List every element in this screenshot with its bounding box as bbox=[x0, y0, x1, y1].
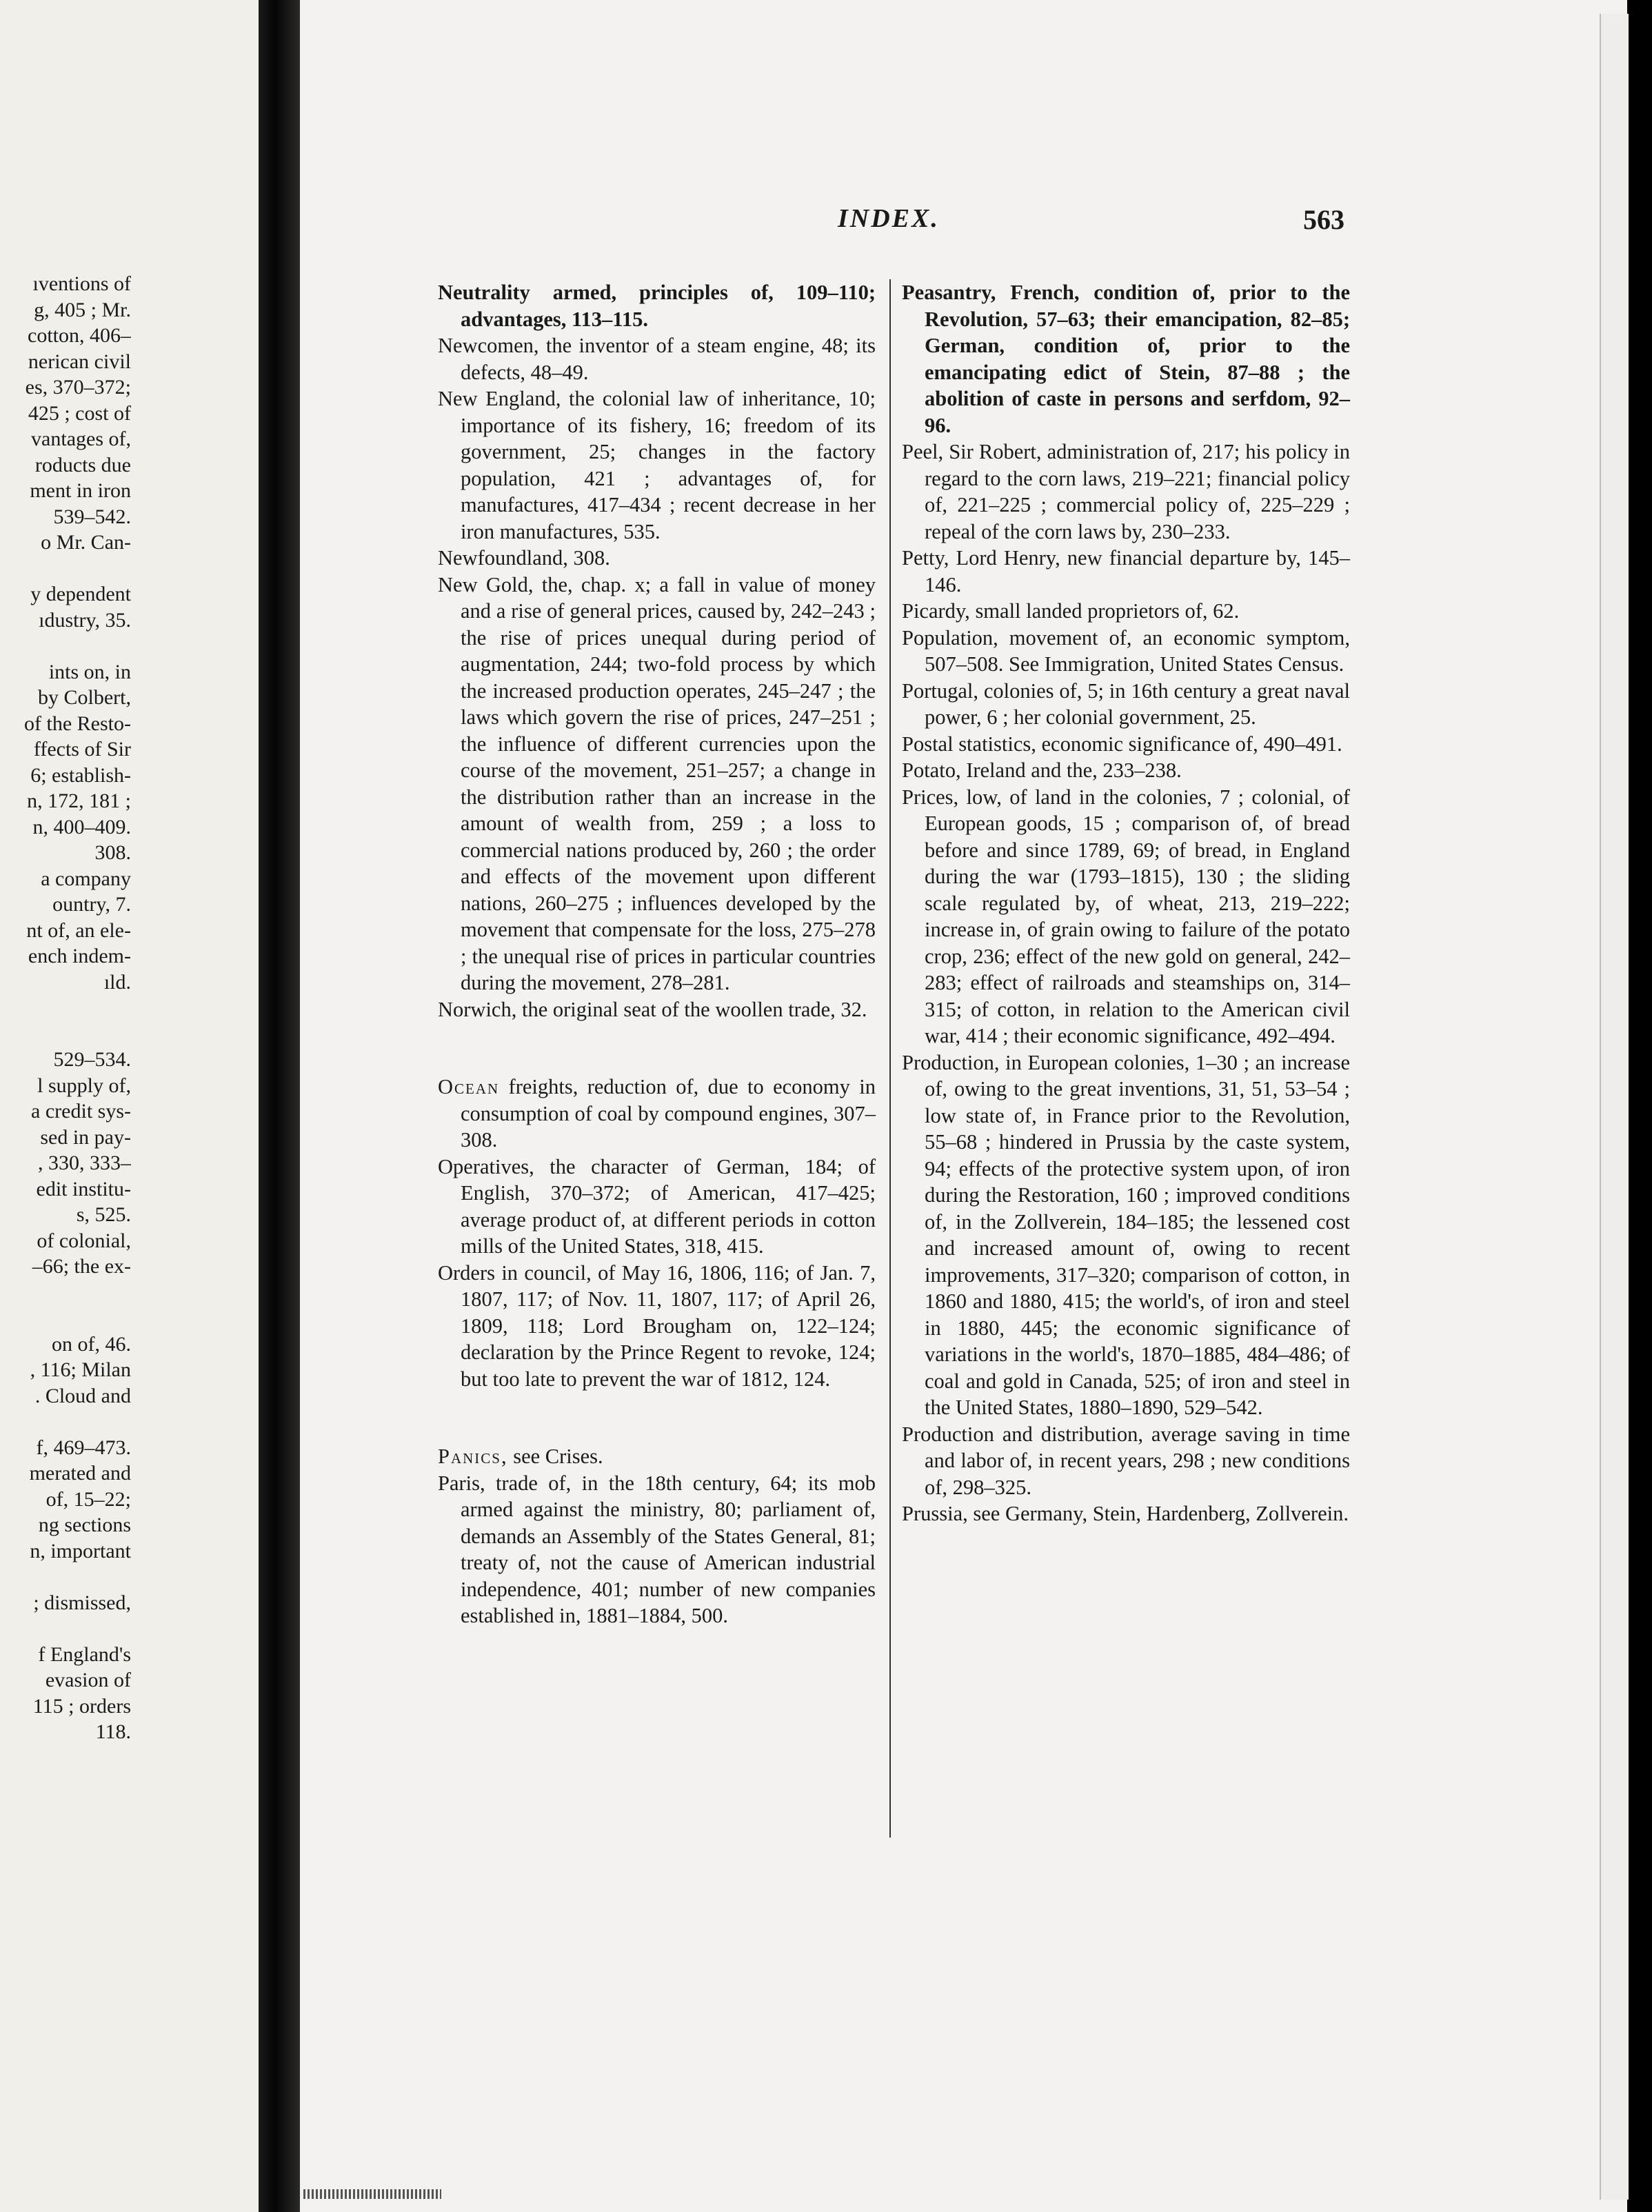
facing-page-line: 539–542. bbox=[53, 505, 131, 528]
index-entry bbox=[438, 1470, 876, 1629]
facing-page-line: ints on, in bbox=[48, 660, 131, 683]
facing-page-line bbox=[0, 995, 131, 1021]
index-entry bbox=[438, 1443, 876, 1470]
facing-page-line: n, 400–409. bbox=[32, 815, 131, 838]
facing-page-line bbox=[0, 1280, 131, 1306]
facing-page-line bbox=[0, 1564, 131, 1590]
scan-edge-mark bbox=[303, 2189, 441, 2199]
index-entry bbox=[902, 784, 1350, 1049]
facing-page-line: evasion of bbox=[45, 1669, 131, 1691]
index-entry-text: small landed proprietors of, 62. bbox=[969, 599, 1240, 623]
index-entry-text: economic significance of, 490–491. bbox=[1036, 732, 1342, 756]
index-entry-text: the, chap. x; a fall in value of money and a rise of general prices, caused by, 242–243 ; the rise of prices unequal during period of augmentation, 244; two-fold process by which the increased production operates, 245–247 ; the laws which govern the rise of prices, 247–251 ; the influence of different currencies upon the course of the movement, 251–257; a change in the distribution rather than an increase in the amount of wealth from, 259 ; a loss to commercial nations produced by, 260 ; the order and effects of the movement upon different nations, 260–275 ; influences developed by the movement that compensate for the loss, 275–278 ; the unequal rise of prices in particular countries during the movement, 278–281. bbox=[461, 572, 876, 994]
index-entry bbox=[902, 1049, 1350, 1421]
index-headword: Portugal, bbox=[902, 678, 978, 703]
facing-page-line: l supply of, bbox=[37, 1074, 131, 1097]
index-entry bbox=[902, 545, 1350, 598]
letter-gap bbox=[438, 1023, 876, 1074]
facing-page-line: of the Resto- bbox=[24, 712, 131, 735]
facing-page-line: 308. bbox=[94, 841, 131, 864]
facing-page-line: edit institu- bbox=[36, 1177, 131, 1200]
index-entry bbox=[902, 757, 1350, 784]
facing-page-line: y dependent bbox=[30, 583, 131, 605]
index-entry-text: trade of, in the 18th century, 64; its mob armed against the ministry, 80; parliament of, demands an Assembly of the States General, 81; treaty of, not the cause of American industrial independence, 401; number of new companies established in, 1881–1884, 500. bbox=[461, 1471, 876, 1627]
index-headword: Peel, Sir Robert, bbox=[902, 440, 1042, 463]
facing-page-line bbox=[0, 1305, 131, 1331]
facing-page-line: a company bbox=[41, 867, 131, 890]
index-headword: Norwich, bbox=[438, 997, 517, 1021]
index-headword: Operatives, bbox=[438, 1154, 534, 1178]
index-entry-text: freights, reduction of, due to economy in consumption of coal by compound engines, 307–308. bbox=[461, 1075, 876, 1152]
facing-page-line: s, 525. bbox=[76, 1203, 131, 1226]
index-entry-text: Ireland and the, 233–238. bbox=[960, 758, 1182, 782]
page-number: 563 bbox=[1303, 204, 1344, 235]
index-entry-text: the character of German, 184; of English, 370–372; of American, 417–425; average product of, at different periods in cotton mills of the United States, 318, 415. bbox=[461, 1154, 876, 1258]
index-entry bbox=[438, 1260, 876, 1393]
facing-page-line: 529–534. bbox=[53, 1048, 131, 1071]
index-entry-text: the original seat of the woollen trade, 32. bbox=[516, 997, 867, 1021]
letter-gap bbox=[438, 1392, 876, 1443]
index-entry bbox=[438, 572, 876, 996]
facing-page-line: 118. bbox=[95, 1720, 131, 1743]
index-entry-text: new financial departure by, 145–146. bbox=[925, 546, 1350, 596]
index-headword: Paris, bbox=[438, 1471, 485, 1495]
index-headword: Production, bbox=[902, 1050, 1000, 1074]
facing-page-line: ıdustry, 35. bbox=[39, 608, 131, 632]
index-headword: Population, bbox=[902, 625, 998, 650]
facing-page-line bbox=[0, 556, 131, 582]
index-entry bbox=[438, 332, 876, 385]
index-entry-text: average saving in time and labor of, in recent years, 298 ; new conditions of, 298–325. bbox=[925, 1422, 1350, 1499]
index-headword: Prussia, bbox=[902, 1502, 968, 1525]
facing-page-line: of colonial, bbox=[37, 1229, 131, 1252]
index-entry bbox=[438, 545, 876, 572]
facing-page-line: , 116; Milan bbox=[30, 1358, 131, 1381]
facing-page-line: g, 405 ; Mr. bbox=[34, 298, 131, 321]
index-headword: Peasantry, French, bbox=[902, 281, 1080, 304]
facing-page-line: nt of, an ele- bbox=[26, 918, 131, 942]
index-entry bbox=[902, 625, 1350, 678]
running-head: INDEX. bbox=[838, 204, 940, 233]
facing-page-line: ıventions of bbox=[32, 272, 131, 295]
facing-page-line: 6; establish- bbox=[30, 763, 131, 787]
index-entry-text: movement of, an economic symptom, 507–508. See Immigration, United States Census. bbox=[925, 625, 1350, 676]
index-entry bbox=[902, 439, 1350, 545]
index-headword: Newcomen, bbox=[438, 334, 539, 357]
index-headword: Ocean bbox=[438, 1075, 500, 1098]
index-entry bbox=[902, 1500, 1350, 1527]
index-entry bbox=[438, 1154, 876, 1260]
facing-page-line bbox=[0, 1616, 131, 1642]
facing-page-line: merated and bbox=[29, 1462, 131, 1485]
index-headword: Postal statistics, bbox=[902, 732, 1036, 756]
facing-page-line: ffects of Sir bbox=[33, 738, 131, 761]
index-headword: Picardy, bbox=[902, 599, 970, 623]
facing-page-line: ment in iron bbox=[30, 479, 131, 502]
facing-page-line: f England's bbox=[38, 1642, 131, 1666]
index-entry-text: in European colonies, 1–30 ; an increase of, owing to the great inventions, 31, 51, 53–54 ; low state of, in France prior to the Revolution, 55–68 ; hindered in Prussia by the caste system, 94; effects of the protective system upon, of iron during the Restoration, 160 ; improved conditions of, in the Zollverein, 184–185; the lessened cost and increased amount of, owing to recent improvements, 317–320; comparison of cotton, in 1860 and 1880, 415; the world's, of iron and steel in 1880, 445; the economic significance of variations in the world's, 1870–1885, 484–486; of coal and gold in Canada, 525; of iron and steel in the United States, 1880–1890, 529–542. bbox=[925, 1050, 1350, 1419]
index-entry-text: the colonial law of inheritance, 10; importance of its fishery, 16; freedom of its government, 25; changes in the factory population, 421 ; advantages of, for manufactures, 417–434 ; recent decrease in her iron manufactures, 535. bbox=[461, 387, 876, 543]
facing-page-line: ; dismissed, bbox=[33, 1591, 131, 1614]
index-headword: New England, bbox=[438, 387, 561, 410]
facing-page-line: ench indem- bbox=[28, 945, 131, 967]
index-entry bbox=[438, 385, 876, 545]
index-entry-text: see Crises. bbox=[507, 1445, 603, 1468]
facing-page-line: ıld. bbox=[103, 970, 131, 994]
index-entry bbox=[438, 996, 876, 1023]
facing-page-line bbox=[0, 1409, 131, 1435]
index-entry-text: administration of, 217; his policy in regard to the corn laws, 219–221; financial policy of, 221–225 ; commercial policy of, 225–229 ; repeal of the corn laws by, 230–233. bbox=[925, 440, 1350, 543]
index-headword: Prices, bbox=[902, 785, 959, 809]
index-headword: Production and distribution, bbox=[902, 1422, 1143, 1446]
facing-page-line: cotton, 406– bbox=[28, 324, 131, 347]
index-headword: Panics, bbox=[438, 1445, 508, 1468]
index-headword: Newfoundland, bbox=[438, 546, 568, 570]
index-entry-text: in council, of May 16, 1806, 116; of Jan. 7, 1807, 117; of Nov. 11, 1807, 117; of April 26, 1809, 118; Lord Brougham on, 122–124; declaration by the Prince Regent to revoke, 124; but too late to prevent the war of 1812, 124. bbox=[461, 1260, 876, 1391]
facing-page-line: 115 ; orders bbox=[32, 1694, 131, 1718]
facing-page-line: of, 15–22; bbox=[46, 1487, 131, 1511]
index-entry-text: low, of land in the colonies, 7 ; colonial, of European goods, 15 ; comparison of, of bread before and since 1789, 69; of bread, in England during the war (1793–1815), 130 ; the sliding scale regulated by, of wheat, 213, 219–222; increase in, of grain owing to failure of the potato crop, 236; effect of the new gold on general, 242–283; effect of railroads and steamships on, 314–315; of cotton, in relation to the American civil war, 414 ; their economic significance, 492–494. bbox=[925, 785, 1350, 1047]
index-entry-text: 308. bbox=[567, 546, 610, 570]
index-column-left bbox=[438, 279, 876, 1629]
index-headword: Potato, bbox=[902, 758, 961, 782]
facing-page-line: by Colbert, bbox=[38, 686, 131, 709]
facing-page-line: n, 172, 181 ; bbox=[27, 790, 131, 812]
page-edge bbox=[1600, 14, 1629, 2200]
facing-page-line: , 330, 333– bbox=[38, 1152, 131, 1174]
facing-page-line: –66; the ex- bbox=[32, 1255, 131, 1278]
facing-page-line: ng sections bbox=[38, 1514, 131, 1536]
index-entry bbox=[902, 1421, 1350, 1501]
facing-page-line: f, 469–473. bbox=[36, 1436, 131, 1459]
book-gutter bbox=[259, 0, 300, 2212]
index-entry bbox=[438, 1074, 876, 1154]
index-headword: Petty, Lord Henry, bbox=[902, 546, 1060, 570]
index-entry bbox=[902, 279, 1350, 439]
facing-page-line bbox=[0, 633, 131, 659]
index-headword: Neutrality armed, bbox=[438, 281, 617, 304]
index-entry bbox=[902, 678, 1350, 731]
facing-page-line: vantages of, bbox=[31, 428, 131, 450]
facing-page-line: . Cloud and bbox=[34, 1384, 131, 1407]
facing-page-line: roducts due bbox=[34, 453, 131, 476]
facing-page-line bbox=[0, 1021, 131, 1047]
index-entry bbox=[902, 731, 1350, 758]
index-headword: New Gold, bbox=[438, 572, 534, 596]
facing-page-line: ountry, 7. bbox=[52, 893, 131, 916]
facing-page-line: sed in pay- bbox=[40, 1125, 131, 1149]
facing-page-fragments bbox=[0, 271, 131, 1745]
index-entry bbox=[438, 279, 876, 332]
facing-page-line: es, 370–372; bbox=[25, 376, 131, 399]
index-entry-text: see Germany, Stein, Hardenberg, Zollverein. bbox=[967, 1502, 1349, 1525]
index-column-right bbox=[902, 279, 1350, 1527]
facing-page-line: o Mr. Can- bbox=[41, 531, 131, 554]
index-entry-text: condition of, prior to the Revolution, 57–63; their emancipation, 82–85; German, condition of, prior to the emancipating edict of Stein, 87–88 ; the abolition of caste in persons and serfdom, 92–96. bbox=[925, 281, 1350, 437]
facing-page-line: n, important bbox=[30, 1539, 131, 1562]
index-entry bbox=[902, 598, 1350, 625]
index-entry-text: the inventor of a steam engine, 48; its defects, 48–49. bbox=[461, 334, 876, 384]
index-entry-text: principles of, 109–110; advantages, 113–115. bbox=[461, 281, 876, 331]
index-headword: Orders bbox=[438, 1260, 495, 1285]
facing-page-line: a credit sys- bbox=[31, 1100, 131, 1123]
facing-page-line: nerican civil bbox=[28, 350, 131, 373]
column-divider bbox=[889, 279, 891, 1838]
index-entry-text: colonies of, 5; in 16th century a great naval power, 6 ; her colonial government, 25. bbox=[925, 678, 1350, 729]
facing-page-line: on of, 46. bbox=[52, 1332, 131, 1356]
facing-page-line: 425 ; cost of bbox=[28, 401, 131, 425]
facing-page-sliver bbox=[0, 0, 259, 2212]
